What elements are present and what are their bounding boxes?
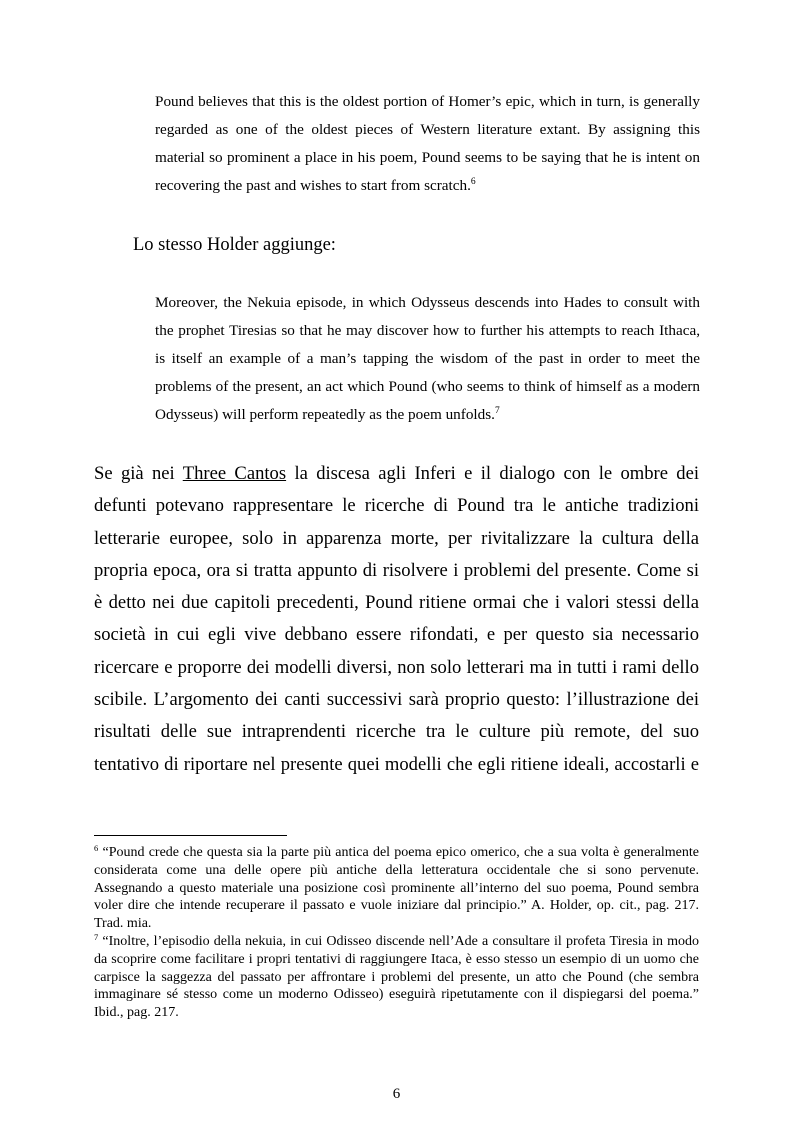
work-title-three-cantos: Three Cantos [182, 463, 287, 484]
footnote-number: 7 [94, 931, 99, 942]
footnote-ref-6[interactable]: 6 [470, 177, 476, 187]
footnote-text: “Inoltre, l’episodio della nekuia, in cui Odisseo discende nell’Ade a consultare il profeta Tiresia in modo da scoprire come facilitare i propri tentativi di raggiungere Itaca, è esso stesso un esempio di un uomo che carpisce la saggezza del passato per affrontare i problemi del presente, un atto che Pound (che sembra immaginare sé stesso come un moderno Odisseo) eseguirà ripetutamente con il dispiegarsi del poema.” Ibid., pag. 217. [94, 933, 700, 1021]
block-quote-holder-1 [155, 88, 700, 200]
body-text: la discesa agli Inferi e il dialogo con le ombre dei defunti potevano rappresentare le ricerche di Pound tra le antiche tradizioni letterarie europee, solo in apparenza morte, per rivitalizzare la cultura della propria epoca, ora si tratta appunto di risolvere i problemi del presente. Come si è detto nei due capitoli precedenti, Pound ritiene ormai che i valori stessi della società in cui egli vive debbano essere rifondati, e per questo sia necessario ricercare e proporre dei modelli diversi, non solo letterari ma in tutti i rami dello scibile. L’argomento dei canti successivi sarà proprio questo: l’illustrazione dei risultati delle sue intraprendenti ricerche tra le culture più remote, del suo tentativo di riportare nel presente quei modelli che egli ritiene ideali, accostarli e [94, 463, 700, 775]
quote-text: Moreover, the Nekuia episode, in which Odysseus descends into Hades to consult with the prophet Tiresias so that he may discover how to further his attempts to reach Ithaca, is itself an example of a man’s tapping the wisdom of the past in order to meet the problems of the present, an act which Pound (who seems to think of himself as a modern Odysseus) will perform repeatedly as the poem unfolds. [155, 294, 700, 423]
block-quote-holder-2 [155, 289, 700, 429]
quote-text: Pound believes that this is the oldest portion of Homer’s epic, which in turn, is generally regarded as one of the oldest pieces of Western literature extant. By assigning this material so prominent a place in his poem, Pound seems to be saying that he is intent on recovering the past and wishes to start from scratch. [155, 93, 700, 194]
intro-line: Lo stesso Holder aggiunge: [133, 235, 336, 255]
body-lead: Se già nei [94, 463, 175, 484]
footnote-6 [94, 844, 699, 933]
page-number: 6 [392, 1086, 401, 1102]
footnote-text: “Pound crede che questa sia la parte più antica del poema epico omerico, che a sua volta è generalmente considerata come una delle opere più antiche della letteratura occidentale che si sono pervenute. Assegnando a questo materiale una posizione così prominente all’interno del suo poema, Pound sembra voler dire che intende recuperare il passato e vuole iniziare dal principio.” A. Holder, op. cit., pag. 217. Trad. mia. [94, 845, 700, 932]
body-paragraph [94, 458, 699, 781]
footnote-ref-7[interactable]: 7 [494, 406, 500, 416]
footnote-number: 6 [94, 843, 99, 853]
footnote-separator [94, 835, 287, 836]
footnotes [94, 844, 699, 1022]
footnote-7 [94, 933, 699, 1022]
